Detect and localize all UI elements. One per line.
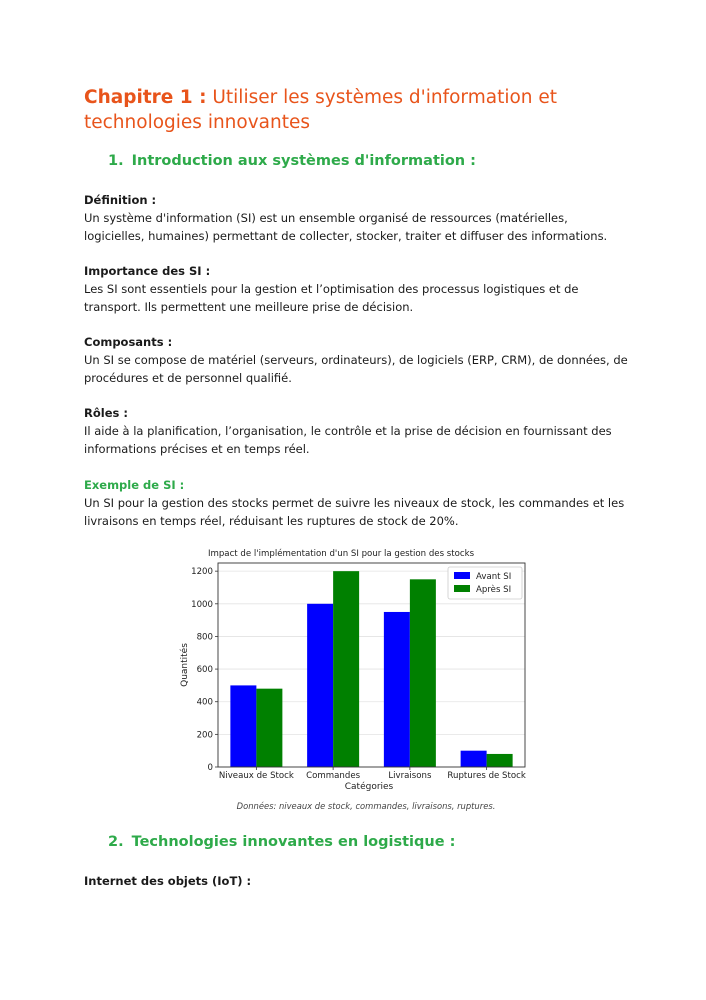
section-1-title: Introduction aux systèmes d'information : <box>131 153 476 169</box>
definition-text: Un système d'information (SI) est un ensemble organisé de ressources (matérielles, logicielles, humaines) permettant de collecter, stocker, traiter et diffuser des informations. <box>84 211 608 243</box>
composants-text: Un SI se compose de matériel (serveurs, ordinateurs), de logiciels (ERP, CRM), de données, de procédures et de personnel qualifié. <box>84 353 628 385</box>
bar-avant <box>307 604 333 767</box>
chapter-title <box>84 85 644 135</box>
exemple-block <box>84 476 629 530</box>
x-axis-label: Catégories <box>344 782 394 792</box>
bar-avant <box>384 612 410 767</box>
definition-label: Définition : <box>84 193 157 207</box>
bar-apres <box>410 579 436 767</box>
legend-swatch <box>454 585 470 592</box>
composants-block <box>84 333 629 387</box>
x-tick-label: Livraisons <box>388 771 432 781</box>
y-tick-label: 1200 <box>191 567 213 578</box>
definition-block <box>84 191 629 245</box>
y-tick-label: 200 <box>196 730 213 741</box>
chapter-prefix: Chapitre 1 : <box>84 87 207 108</box>
importance-text: Les SI sont essentiels pour la gestion et l’optimisation des processus logistiques et de transport. Ils permettent une meilleure prise de décision. <box>84 282 579 314</box>
section-1-heading <box>108 153 476 169</box>
exemple-text: Un SI pour la gestion des stocks permet de suivre les niveaux de stock, les commandes et les livraisons en temps réel, réduisant les ruptures de stock de 20%. <box>84 496 625 528</box>
roles-label: Rôles : <box>84 406 128 420</box>
x-tick-label: Commandes <box>306 771 361 781</box>
composants-label: Composants : <box>84 335 173 349</box>
legend-swatch <box>454 572 470 579</box>
bar-avant <box>461 751 487 767</box>
chart-figure <box>170 543 542 818</box>
x-tick-label: Ruptures de Stock <box>447 771 526 781</box>
y-tick-label: 1000 <box>191 599 213 610</box>
bar-apres <box>333 571 359 767</box>
bar-apres <box>487 754 513 767</box>
y-tick-label: 0 <box>207 763 213 773</box>
section-1-number: 1. <box>108 153 124 169</box>
section-2-title: Technologies innovantes en logistique : <box>131 834 456 850</box>
iot-label: Internet des objets (IoT) : <box>84 874 252 888</box>
x-tick-label: Niveaux de Stock <box>218 771 294 781</box>
bar-apres <box>256 689 282 767</box>
chart-caption: Données: niveaux de stock, commandes, livraisons, ruptures. <box>236 801 496 811</box>
y-tick-label: 400 <box>196 697 213 708</box>
iot-block <box>84 872 629 890</box>
chapter-title-text: Utiliser les systèmes d'information et technologies innovantes <box>84 87 558 133</box>
chart-title: Impact de l'implémentation d'un SI pour la gestion des stocks <box>207 549 475 559</box>
y-tick-label: 800 <box>196 632 213 643</box>
legend-entry: Avant SI <box>476 572 512 582</box>
bar-chart <box>170 543 542 818</box>
section-2-heading <box>108 834 455 850</box>
bar-avant <box>230 685 256 767</box>
roles-text: Il aide à la planification, l’organisation, le contrôle et la prise de décision en fournissant des informations précises et en temps réel. <box>84 424 612 456</box>
chart-legend <box>448 567 522 599</box>
y-axis-label: Quantités <box>180 643 190 687</box>
section-2-number: 2. <box>108 834 124 850</box>
legend-entry: Après SI <box>476 585 512 595</box>
y-tick-label: 600 <box>196 665 213 676</box>
exemple-label: Exemple de SI : <box>84 478 185 492</box>
importance-label: Importance des SI : <box>84 264 211 278</box>
importance-block <box>84 262 629 316</box>
roles-block <box>84 404 629 458</box>
